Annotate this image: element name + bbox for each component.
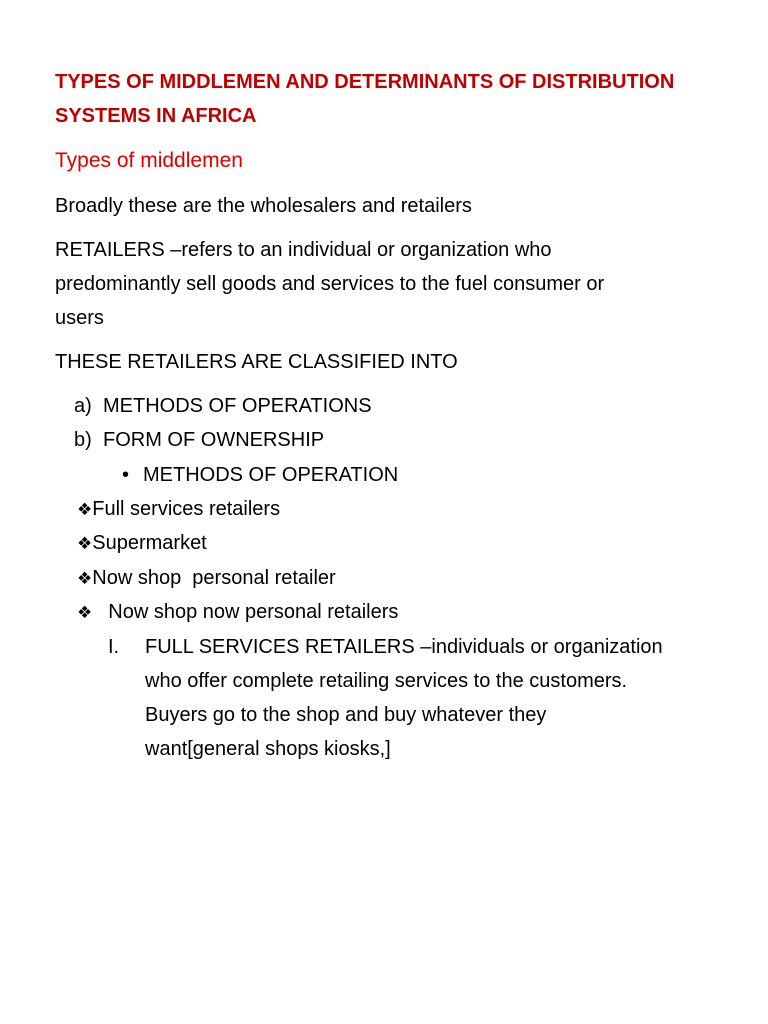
retailers-definition-line-2: predominantly sell goods and services to the fuel consumer or xyxy=(55,273,605,295)
list-marker-b: b) xyxy=(74,429,92,451)
list-item-now-shop-now-personal-retailers xyxy=(77,595,398,630)
list-marker-a: a) xyxy=(74,395,92,417)
full-services-retailers-line-2: who offer complete retailing services to the customers. xyxy=(145,670,628,692)
classified-heading: THESE RETAILERS ARE CLASSIFIED INTO xyxy=(55,351,458,373)
list-item-text: Full services retailers xyxy=(92,498,281,520)
diamond-bullet-icon: ❖ xyxy=(77,534,93,554)
full-services-retailers-line-3: Buyers go to the shop and buy whatever they xyxy=(145,704,547,726)
document-title-line-1: TYPES OF MIDDLEMEN AND DETERMINANTS OF DISTRIBUTION xyxy=(55,71,675,93)
intro-paragraph: Broadly these are the wholesalers and retailers xyxy=(55,195,472,217)
roman-numeral-marker: I. xyxy=(108,636,120,658)
section-subtitle: Types of middlemen xyxy=(55,149,243,172)
retailers-definition-line-3: users xyxy=(55,307,104,329)
bullet-icon: • xyxy=(122,464,130,486)
bullet-item-methods-of-operation: METHODS OF OPERATION xyxy=(143,464,399,486)
list-item-full-services-retailers xyxy=(77,492,280,527)
list-item-text: Now shop now personal retailers xyxy=(108,601,399,623)
diamond-bullet-icon: ❖ xyxy=(77,603,93,623)
list-item-now-shop-personal-retailer xyxy=(77,561,336,596)
diamond-bullet-icon: ❖ xyxy=(77,569,93,589)
full-services-retailers-line-1: FULL SERVICES RETAILERS –individuals or organization xyxy=(145,636,663,658)
list-item-supermarket xyxy=(77,526,207,561)
full-services-retailers-line-4: want[general shops kiosks,] xyxy=(145,738,391,760)
retailers-definition-line-1: RETAILERS –refers to an individual or organization who xyxy=(55,239,552,261)
document-title-line-2: SYSTEMS IN AFRICA xyxy=(55,105,257,127)
list-item-text: Supermarket xyxy=(92,532,207,554)
list-item-text: Now shop personal retailer xyxy=(92,567,336,589)
diamond-bullet-icon: ❖ xyxy=(77,500,93,520)
list-item-form-of-ownership: FORM OF OWNERSHIP xyxy=(103,429,325,451)
list-item-methods-of-operations: METHODS OF OPERATIONS xyxy=(103,395,372,417)
